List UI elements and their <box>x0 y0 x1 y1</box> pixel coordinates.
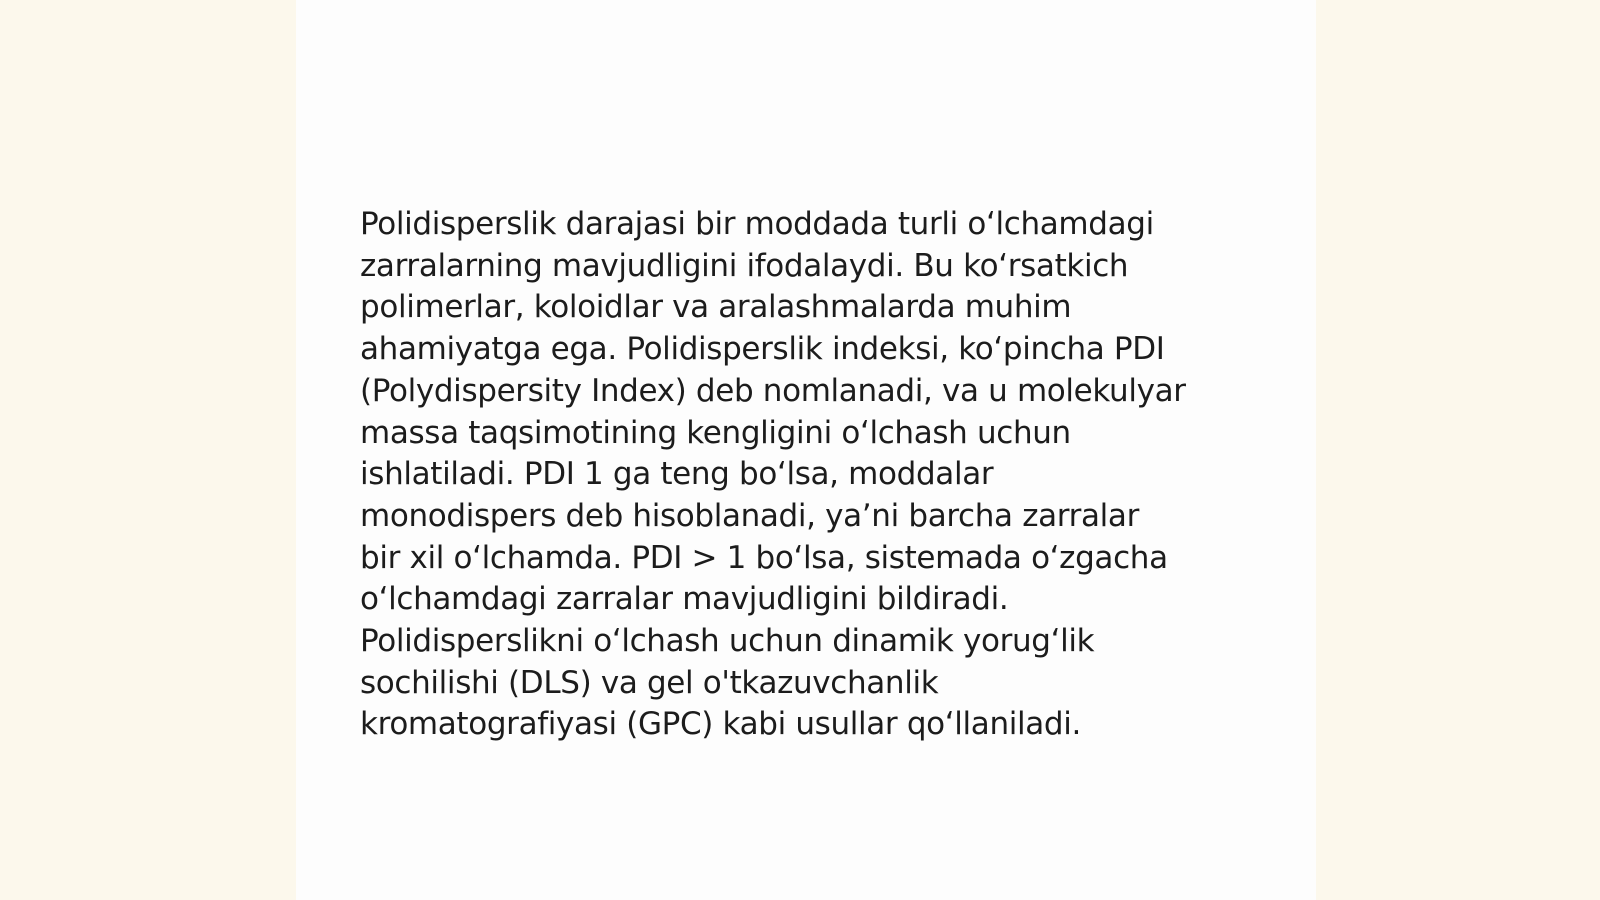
slide <box>296 0 1316 900</box>
slide-body-text: Polidisperslik darajasi bir moddada turli o‘lchamdagi zarralarning mavjudligini ifodalaydi. Bu ko‘rsatkich polimerlar, koloidlar va aralashmalarda muhim ahamiyatga ega. Polidisperslik indeksi, ko‘pincha PDI (Polydispersity Index) deb nomlanadi, va u molekulyar massa taqsimotining kengligini o‘lchash uchun ishlatiladi. PDI 1 ga teng bo‘lsa, moddalar monodispers deb hisoblanadi, ya’ni barcha zarralar bir xil o‘lchamda. PDI > 1 bo‘lsa, sistemada o‘zgacha o‘lchamdagi zarralar mavjudligini bildiradi. Polidisperslikni o‘lchash uchun dinamik yorug‘lik sochilishi (DLS) va gel o'tkazuvchanlik kromatografiyasi (GPC) kabi usullar qo‘llaniladi. <box>360 206 1186 743</box>
